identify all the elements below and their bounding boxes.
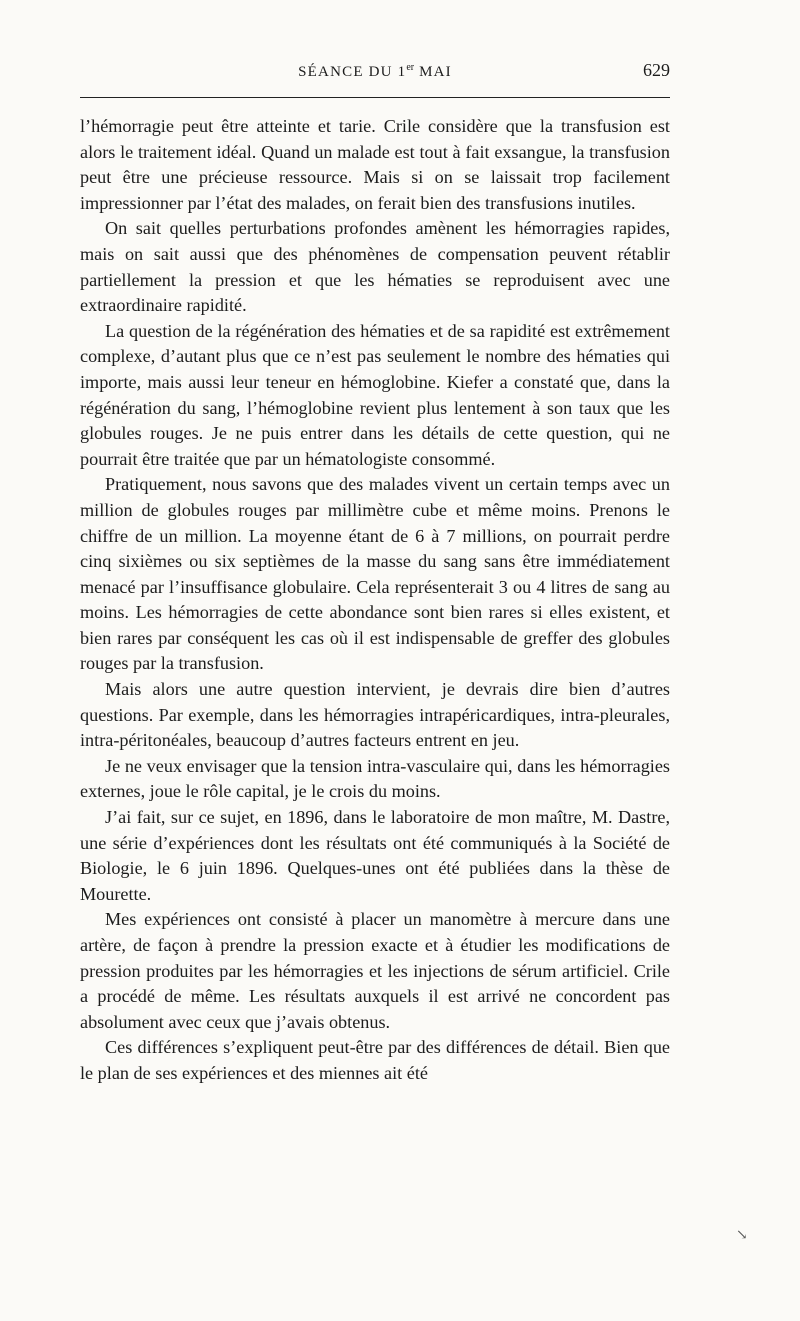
running-title-text: SÉANCE DU 1 xyxy=(298,64,407,80)
paragraph-3: La question de la régénération des hématies et de sa rapidité est extrêmement complexe, d’autant plus que ce n’est pas seulement le nombre des hématies qui importe, mais aussi leur teneur en hémoglobine. Kiefer a constaté que, dans la régénération du sang, l’hémoglobine revient plus lentement à son taux que les globules rouges. Je ne puis entrer dans les détails de cette question, qui ne pourrait être traitée que par un hématologiste consommé. xyxy=(80,320,670,469)
running-title xyxy=(80,62,670,81)
paragraph-9: Ces différences s’expliquent peut-être par des différences de détail. Bien que le plan de ses expériences et des miennes ait été xyxy=(80,1037,670,1083)
paragraph-2: On sait quelles perturbations profondes amènent les hémorragies rapides, mais on sait aussi que des phénomènes de compensation peuvent rétablir partiellement la pression et que les hématies se reproduisent avec une extraordinaire rapidité. xyxy=(80,218,670,316)
body-text xyxy=(80,114,670,1087)
running-title-month: MAI xyxy=(414,64,452,80)
page-header xyxy=(80,60,670,84)
paragraph-4: Pratiquement, nous savons que des malades vivent un certain temps avec un million de globules rouges par millimètre cube et même moins. Prenons le chiffre de un million. La moyenne étant de 6 à 7 millions, on pourrait perdre cinq sixièmes ou six septièmes de la masse du sang sans être immédiatement menacé par l’insuffisance globulaire. Cela représenterait 3 ou 4 litres de sang au moins. Les hémorragies de cette abondance sont bien rares si elles existent, et bien rares par conséquent les cas où il est indispensable de greffer des globules rouges par la transfusion. xyxy=(80,474,670,674)
running-title-superscript: er xyxy=(406,62,415,73)
stray-ink-mark: ↘ xyxy=(736,1228,748,1243)
header-rule xyxy=(80,97,670,98)
paragraph-8: Mes expériences ont consisté à placer un manomètre à mercure dans une artère, de façon à prendre la pression exacte et à étudier les modifications de pression produites par les hémorragies et les injections de sérum artificiel. Crile a procédé de même. Les résultats auxquels il est arrivé ne concordent pas absolument avec ceux que j’avais obtenus. xyxy=(80,909,670,1032)
paragraph-7: J’ai fait, sur ce sujet, en 1896, dans le laboratoire de mon maître, M. Dastre, une série d’expériences dont les résultats ont été communiqués à la Société de Biologie, le 6 juin 1896. Quelques-unes ont été publiées dans la thèse de Mourette. xyxy=(80,807,670,904)
paragraph-1: l’hémorragie peut être atteinte et tarie. Crile considère que la transfusion est alors le traitement idéal. Quand un malade est tout à fait exsangue, la transfusion peut être une précieuse ressource. Mais si on se laissait trop facilement impressionner par l’état des malades, on ferait bien des transfusions inutiles. xyxy=(80,116,670,213)
paragraph-5: Mais alors une autre question intervient, je devrais dire bien d’autres questions. Par exemple, dans les hémorragies intrapéricardiques, intra-pleurales, intra-péritonéales, beaucoup d’autres facteurs entrent en jeu. xyxy=(80,679,670,751)
page-number: 629 xyxy=(643,60,670,80)
paragraph-6: Je ne veux envisager que la tension intra-vasculaire qui, dans les hémorragies externes, joue le rôle capital, je le crois du moins. xyxy=(80,755,670,802)
